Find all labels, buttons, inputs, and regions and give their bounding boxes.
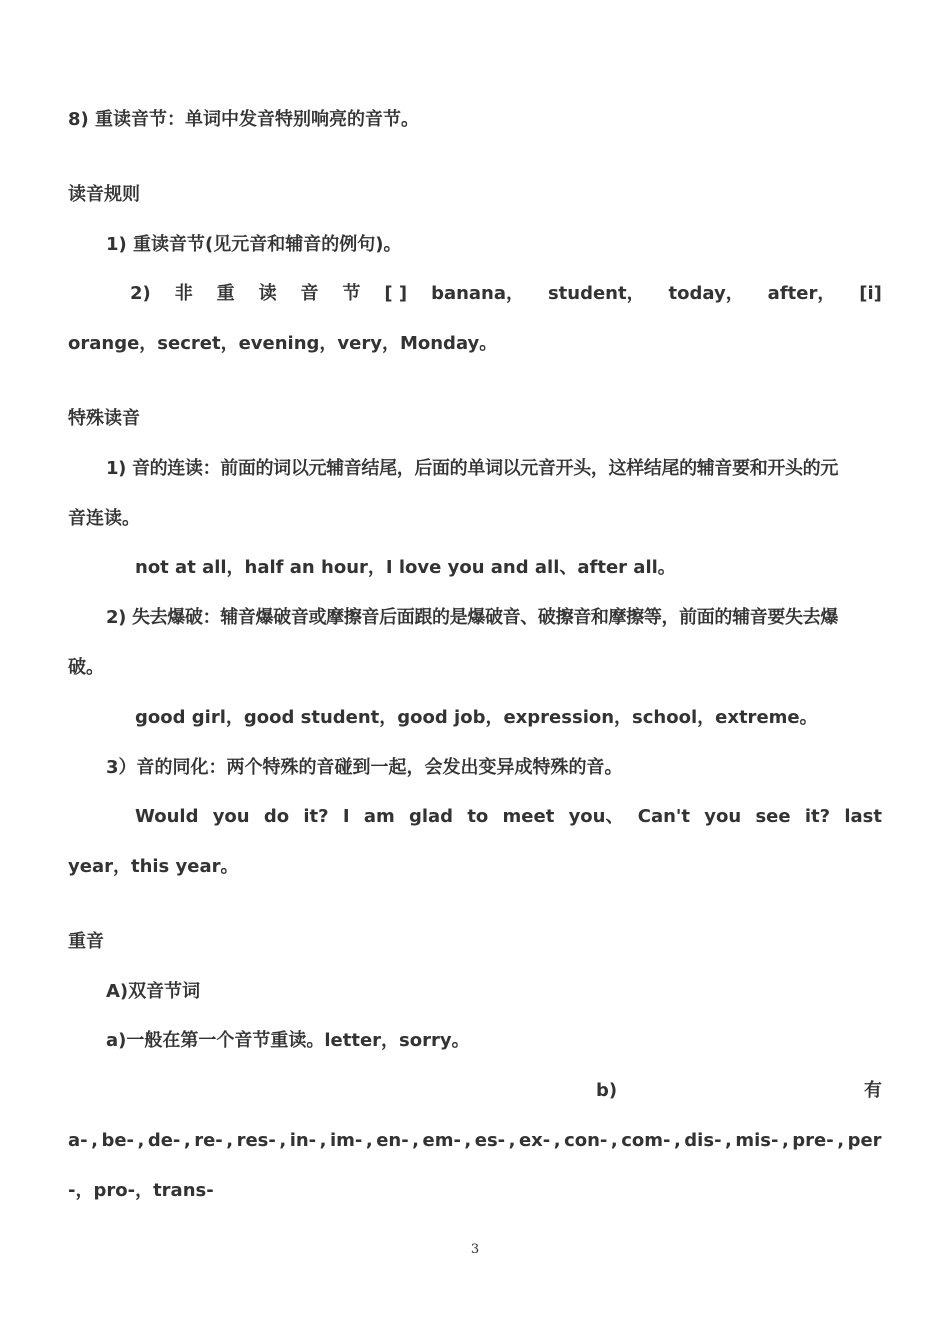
prefix-token: mis- [735,1130,779,1151]
assimilation-example-word: see [755,806,791,827]
assimilation-example-word: do [263,806,290,827]
assimilation-example-continuation: year，this year。 [68,856,239,877]
rule-2-word: today， [668,283,744,304]
liaison-line-1: 1) 音的连读：前面的词以元辅音结尾，后面的单词以元音开头，这样结尾的辅音要和开头的元 [106,458,838,479]
rule-2-word: 节 [342,283,361,304]
prefix-rule-label: b) [596,1080,618,1101]
assimilation-example-word: you [212,806,250,827]
first-syllable-rule: a)一般在第一个音节重读。letter，sorry。 [106,1030,470,1051]
prefix-token: es- [474,1130,506,1151]
assimilation-example-word: it? [303,806,329,827]
prefix-token: , [464,1130,472,1151]
rule-2-word: [i] [859,283,882,304]
rule-2-word: 重 [216,283,235,304]
assimilation-example-word: you [704,806,742,827]
assimilation-example-word: it? [804,806,831,827]
prefix-token: per [847,1130,882,1151]
assimilation-example-word: I [342,806,350,827]
assimilation-example-word: you、 [568,806,624,827]
rule-2-word: 非 [174,283,193,304]
rule-2-word: [ ] [384,283,408,304]
assimilation-line: 3）音的同化：两个特殊的音碰到一起，会发出变异成特殊的音。 [106,757,623,778]
prefix-token: con- [564,1130,608,1151]
prefix-token: , [226,1130,234,1151]
page-number: 3 [470,1242,480,1257]
prefix-token: re- [194,1130,223,1151]
prefix-token: , [610,1130,618,1151]
prefix-token: em- [422,1130,461,1151]
prefix-rule-line [596,1079,882,1103]
prefix-rule-has: 有 [864,1080,882,1101]
prefix-token: , [319,1130,327,1151]
assimilation-example-word: glad [408,806,454,827]
rule-2-word: after， [767,283,836,304]
assimilation-example-word: am [363,806,395,827]
incomplete-plosion-line-2: 破。 [68,657,104,678]
prefix-token: res- [236,1130,276,1151]
assimilation-example-line [135,805,882,829]
prefix-token: in- [289,1130,317,1151]
assimilation-example-word: last [844,806,882,827]
prefix-token: , [91,1130,98,1151]
prefix-token: dis- [684,1130,722,1151]
stressed-syllable-line: 8) 重读音节：单词中发音特别响亮的音节。 [68,109,420,130]
rule-2-word: student， [547,283,645,304]
assimilation-example-word: Would [135,806,199,827]
assimilation-example-word: meet [502,806,555,827]
prefix-token: , [837,1130,845,1151]
prefix-token: , [183,1130,191,1151]
rule-2-word: banana， [431,283,525,304]
disyllabic-heading: A)双音节词 [106,981,201,1002]
liaison-example: not at all，half an hour，I love you and all、after all。 [135,557,676,578]
prefix-list-line [68,1129,882,1153]
incomplete-plosion-line-1: 2) 失去爆破：辅音爆破音或摩擦音后面跟的是爆破音、破擦音和摩擦等，前面的辅音要失去爆 [106,607,838,628]
prefix-token: ex- [518,1130,551,1151]
prefix-token: , [279,1130,287,1151]
prefix-token: , [137,1130,145,1151]
liaison-line-2: 音连读。 [68,508,140,529]
rule-2-continuation: orange，secret，evening，very，Monday。 [68,333,498,354]
prefix-token: , [412,1130,420,1151]
rule-1: 1) 重读音节(见元音和辅音的例句)。 [106,234,402,255]
prefix-token: , [725,1130,732,1151]
heading-special-reading: 特殊读音 [68,408,140,429]
prefix-token: , [365,1130,373,1151]
assimilation-example-word: to [467,806,489,827]
prefix-token: , [673,1130,681,1151]
incomplete-plosion-example: good girl，good student，good job，expression，school，extreme。 [135,707,818,728]
rule-2-word: 2) [130,283,151,304]
prefix-token: , [781,1130,789,1151]
prefix-token: im- [329,1130,363,1151]
prefix-token: , [553,1130,561,1151]
rule-2-line [130,282,882,306]
prefix-token: en- [376,1130,409,1151]
assimilation-example-word: Can't [637,806,691,827]
prefix-token: com- [621,1130,671,1151]
prefix-token: , [508,1130,516,1151]
heading-reading-rules: 读音规则 [68,184,140,205]
prefix-list-continuation: -，pro-，trans- [68,1180,214,1201]
prefix-token: pre- [792,1130,834,1151]
prefix-token: de- [147,1130,181,1151]
rule-2-word: 音 [300,283,319,304]
prefix-token: be- [101,1130,135,1151]
heading-stress: 重音 [68,931,104,952]
rule-2-word: 读 [258,283,277,304]
prefix-token: a- [68,1130,88,1151]
